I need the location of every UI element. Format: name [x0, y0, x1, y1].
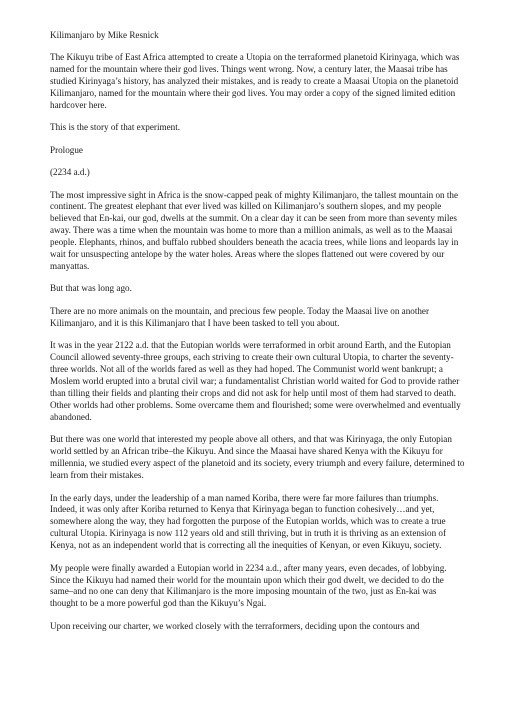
body-paragraph: But there was one world that interested my people above all others, and that was Kirinyaga, the only Eutopian world settled by an African tribe–the Kikuyu. And since the Maasai have shared Kenya with the Kikuyu for millennia, we studied every aspect of the planetoid and its society, every triumph and every failure, determined to learn from their mistakes.: [50, 434, 465, 481]
document-body: [50, 30, 466, 643]
body-paragraph: My people were finally awarded a Eutopian world in 2234 a.d., after many years, even decades, of lobbying. Since the Kikuyu had named their world for the mountain upon which their god dwelt, we decided to do the same–and no one can deny that Kilimanjaro is the more imposing mountain of the two, just as En-kai was thought to be a more powerful god than the Kikuyu’s Ngai.: [50, 562, 447, 609]
story-line: This is the story of that experiment.: [50, 122, 181, 133]
document-title: Kilimanjaro by Mike Resnick: [50, 30, 159, 40]
body-paragraph: In the early days, under the leadership of a man named Koriba, there were far more failures than triumphs. Indeed, it was only after Koriba returned to Kenya that Kirinyaga began to function cohesively…and yet, somewhere along the way, they had forgotten the purpose of the Eutopian worlds, which was to create a true cultural Utopia. Kirinyaga is now 112 years old and still thriving, but in truth it is thriving as an extension of Kenya, not as an independent world that is correcting all the inequities of Kenyan, or even Kikuyu, society.: [50, 492, 447, 551]
section-date: (2234 a.d.): [50, 167, 90, 178]
body-paragraph: But that was long ago.: [50, 283, 132, 294]
body-paragraph: The most impressive sight in Africa is the snow-capped peak of mighty Kilimanjaro, the tallest mountain on the continent. The greatest elephant that ever lived was killed on Kilimanjaro’s southern slopes, and my people believed that En-kai, our god, dwells at the summit. On a clear day it can be seen from more than seventy miles away. There was a time when the mountain was home to more than a million animals, as well as to the Maasai people. Elephants, rhinos, and buffalo rubbed shoulders beneath the acacia trees, while lions and leopards lay in wait for unsuspecting antelope by the water holes. Areas where the slopes flattened out were covered by our manyattas.: [50, 189, 459, 271]
body-paragraph: There are no more animals on the mountain, and precious few people. Today the Maasai live on another Kilimanjaro, and it is this Kilimanjaro that I have been tasked to tell you about.: [50, 305, 430, 328]
section-heading: Prologue: [50, 144, 83, 155]
body-paragraph: Upon receiving our charter, we worked closely with the terraformers, deciding upon the contours and: [50, 620, 420, 631]
intro-paragraph: The Kikuyu tribe of East Africa attempted to create a Utopia on the terraformed planetoid Kirinyaga, which was named for the mountain where their god lives. Things went wrong. Now, a century later, the Maasai tribe has studied Kirinyaga’s history, has analyzed their mistakes, and is ready to create a Maasai Utopia on the planetoid Kilimanjaro, named for the mountain where their god lives. You may order a copy of the signed limited edition hardcover here.: [50, 51, 460, 110]
body-paragraph: It was in the year 2122 a.d. that the Eutopian worlds were terraformed in orbit around Earth, and the Eutopian Council allowed seventy-three groups, each striving to create their own cultural Utopia, to charter the seventy-three worlds. Not all of the worlds fared as well as they had hoped. The Communist world went bankrupt; a Moslem world erupted into a brutal civil war; a fundamentalist Christian world waited for God to provide rather than tilling their fields and planting their crops and did not ask for help until most of them had starved to death. Other worlds had other problems. Some overcame them and flourished; some were overwhelmed and eventually abandoned.: [50, 340, 461, 422]
